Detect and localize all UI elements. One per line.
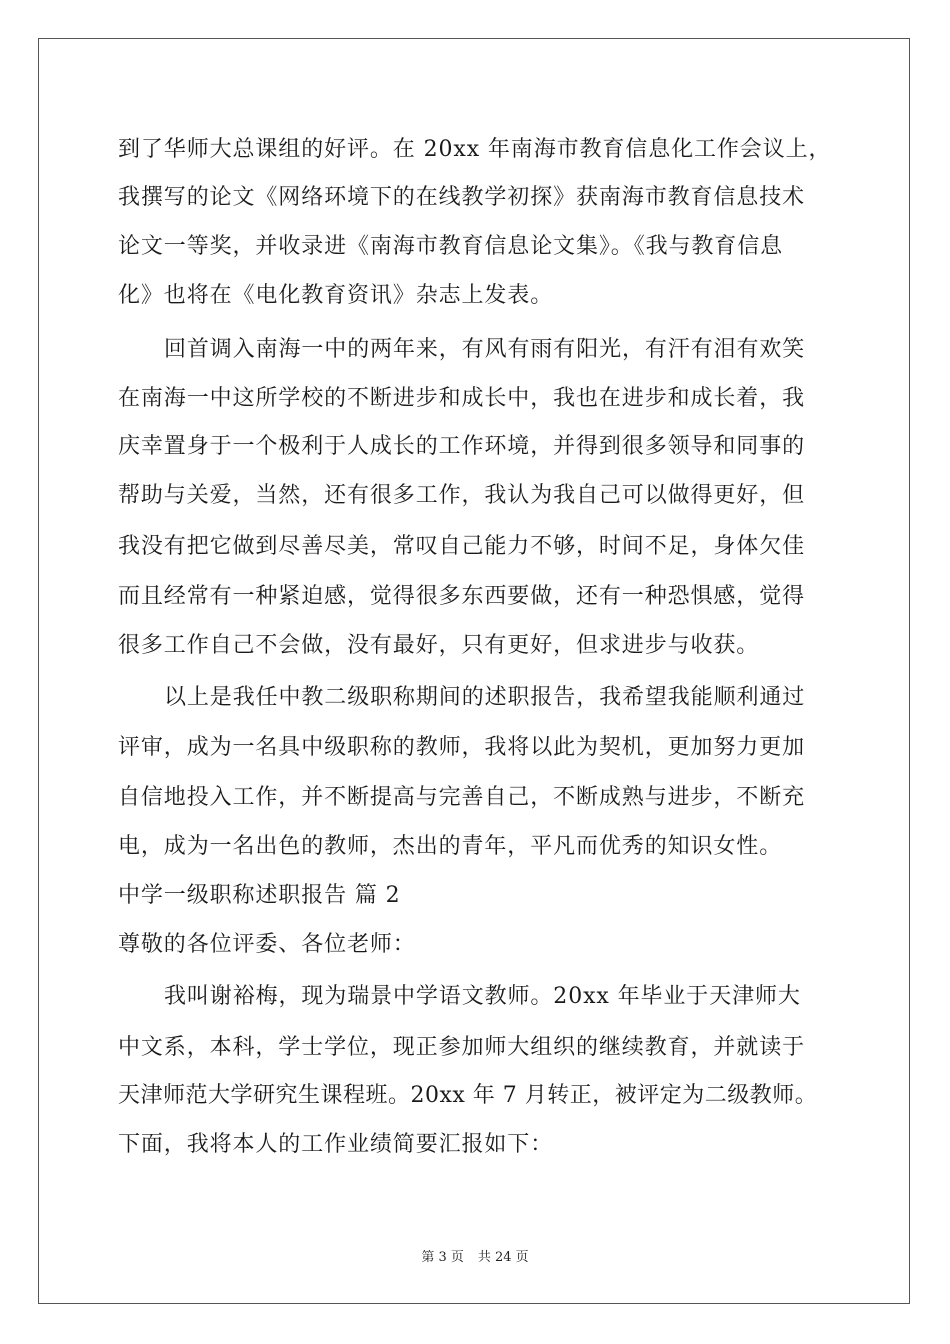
text-line: 到了华师大总课组的好评。在 20xx 年南海市教育信息化工作会议上， (118, 137, 832, 162)
page-footer (0, 1246, 950, 1265)
text-line: 评审，成为一名具中级职称的教师，我将以此为契机，更加努力更加 (118, 735, 806, 760)
text-line: 我叫谢裕梅，现为瑞景中学语文教师。20xx 年毕业于天津师大 (164, 984, 801, 1009)
section-title: 中学一级职称述职报告 篇 2 (118, 883, 401, 908)
text-line: 回首调入南海一中的两年来，有风有雨有阳光，有汗有泪有欢笑 (164, 337, 806, 362)
page-number: 第 3 页 (421, 1250, 464, 1265)
text-line: 在南海一中这所学校的不断进步和成长中，我也在进步和成长着，我 (118, 386, 806, 411)
text-line: 中文系，本科，学士学位，现正参加师大组织的继续教育，并就读于 (118, 1035, 806, 1060)
text-line: 很多工作自己不会做，没有最好，只有更好，但求进步与收获。 (118, 633, 760, 658)
page-border (38, 38, 910, 1304)
text-line: 下面，我将本人的工作业绩简要汇报如下： (118, 1132, 554, 1157)
text-line: 而且经常有一种紧迫感，觉得很多东西要做，还有一种恐惧感，觉得 (118, 584, 806, 609)
page-total: 共 24 页 (477, 1250, 529, 1265)
text-line: 以上是我任中教二级职称期间的述职报告，我希望我能顺利通过 (164, 685, 806, 710)
text-line: 化》也将在《电化教育资讯》杂志上发表。 (118, 283, 554, 308)
text-line: 我没有把它做到尽善尽美，常叹自己能力不够，时间不足，身体欠佳 (118, 534, 806, 559)
salutation: 尊敬的各位评委、各位老师： (118, 932, 416, 957)
text-line: 天津师范大学研究生课程班。20xx 年 7 月转正，被评定为二级教师。 (118, 1083, 818, 1108)
text-line: 庆幸置身于一个极利于人成长的工作环境，并得到很多领导和同事的 (118, 434, 806, 459)
text-line: 自信地投入工作，并不断提高与完善自己，不断成熟与进步，不断充 (118, 785, 806, 810)
text-line: 我撰写的论文《网络环境下的在线教学初探》获南海市教育信息技术 (118, 185, 806, 210)
text-line: 电，成为一名出色的教师，杰出的青年，平凡而优秀的知识女性。 (118, 834, 783, 859)
text-line: 帮助与关爱，当然，还有很多工作，我认为我自己可以做得更好，但 (118, 483, 806, 508)
text-line: 论文一等奖，并收录进《南海市教育信息论文集》。《我与教育信息 (118, 234, 784, 259)
